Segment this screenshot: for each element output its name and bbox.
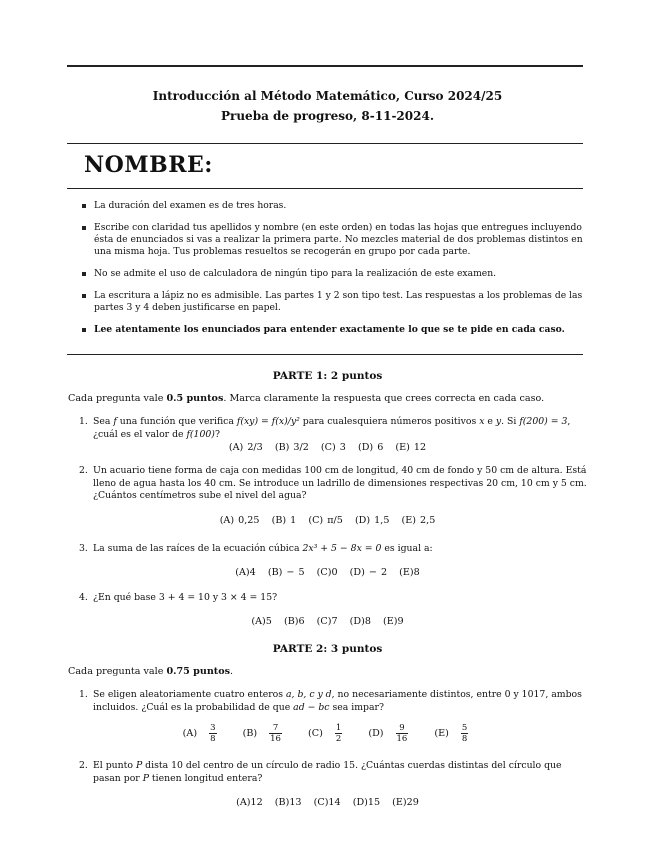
question: 3. La suma de las raíces de la ecuación cúbica 2x³ + 5 − 8x = 0 es igual a:	[79, 543, 433, 554]
instruction-item: No se admite el uso de calculadora de ningún tipo para la realización de este examen.	[82, 268, 587, 280]
option[interactable]: (D)15	[352, 797, 381, 808]
instruction-item: Escribe con claridad tus apellidos y nombre (en este orden) en todas las hojas que entregues incluyendo ésta de enunciados si vas a realizar la primera parte. No mezcles material de dos problemas distintos en una misma hoja. Tus problemas resueltos se recogerán en grupo por cada parte.	[82, 222, 587, 259]
instruction-item: Lee atentamente los enunciados para entender exactamente lo que se te pide en cada caso.	[82, 324, 587, 336]
section-rule	[67, 354, 583, 355]
question: 2. El punto P dista 10 del centro de un círculo de radio 15. ¿Cuántas cuerdas distintas del círculo que pasan por P tienen longitud entera?	[79, 760, 562, 784]
part2-intro: Cada pregunta vale 0.75 puntos.	[68, 666, 234, 677]
option[interactable]: (A)12	[236, 797, 263, 808]
option[interactable]: (B) $\frac{7}{16}$	[242, 723, 281, 744]
option[interactable]: (C)0	[316, 567, 338, 578]
test-title: Prueba de progreso, 8-11-2024.	[220, 109, 435, 123]
option[interactable]: (D) 6	[357, 442, 384, 453]
option[interactable]: (B)6	[283, 616, 305, 627]
question: 4. ¿En qué base 3 + 4 = 10 y 3 × 4 = 15?	[79, 592, 278, 603]
answer-options	[0, 567, 655, 578]
option[interactable]: (B)13	[274, 797, 302, 808]
header-rule	[67, 143, 583, 144]
option[interactable]: (E)29	[392, 797, 419, 808]
option[interactable]: (E) $\frac{5}{8}$	[434, 723, 468, 744]
option[interactable]: (A)4	[235, 567, 256, 578]
answer-options	[0, 515, 655, 526]
question: 2. Un acuario tiene forma de caja con medidas 100 cm de longitud, 40 cm de fondo y 50 cm de altura. Está lleno de agua hasta los 40 cm. Se introduce un ladrillo de dimensiones respectivas 20 cm, 10 cm y 5 cm. ¿Cuántos centímetros sube el nivel del agua?	[79, 465, 587, 502]
option[interactable]: (D)8	[349, 616, 371, 627]
answer-options	[0, 616, 655, 627]
option[interactable]: (C)7	[316, 616, 338, 627]
name-label: NOMBRE:	[84, 152, 213, 178]
option[interactable]: (B) − 5	[267, 567, 305, 578]
name-rule	[67, 188, 583, 189]
option[interactable]: (E) 2,5	[401, 515, 436, 526]
option[interactable]: (D) $\frac{9}{16}$	[368, 723, 408, 744]
option[interactable]: (C) $\frac{1}{2}$	[308, 723, 342, 744]
part1-intro: Cada pregunta vale 0.5 puntos. Marca claramente la respuesta que crees correcta en cada caso.	[68, 393, 545, 404]
answer-options	[0, 797, 655, 808]
option[interactable]: (A) 0,25	[219, 515, 260, 526]
option[interactable]: (E)9	[383, 616, 404, 627]
answer-options	[0, 723, 655, 744]
question: 1. Sea f una función que verifica f(xy) = f(x)/y² para cualesquiera números positivos x e y. Si f(200) = 3, ¿cuál es el valor de f(100)?	[79, 416, 571, 440]
course-title: Introducción al Método Matemático, Curso 2024/25	[152, 89, 503, 103]
option[interactable]: (A) 2/3	[228, 442, 263, 453]
option[interactable]: (A) $\frac{3}{8}$	[182, 723, 216, 744]
option[interactable]: (B) 1	[271, 515, 297, 526]
option[interactable]: (D) − 2	[349, 567, 388, 578]
option[interactable]: (E)8	[399, 567, 420, 578]
top-rule	[67, 65, 583, 67]
option[interactable]: (E) 12	[395, 442, 427, 453]
instruction-item: La escritura a lápiz no es admisible. Las partes 1 y 2 son tipo test. Las respuestas a los problemas de las partes 3 y 4 deben justificarse en papel.	[82, 290, 587, 314]
instruction-item: La duración del examen es de tres horas.	[82, 200, 587, 212]
option[interactable]: (D) 1,5	[354, 515, 390, 526]
part2-title: PARTE 2: 3 puntos	[272, 643, 383, 655]
option[interactable]: (A)5	[251, 616, 272, 627]
part1-title: PARTE 1: 2 puntos	[272, 370, 383, 382]
answer-options	[0, 442, 655, 453]
option[interactable]: (C)14	[313, 797, 341, 808]
option[interactable]: (B) 3/2	[274, 442, 309, 453]
option[interactable]: (C) π/5	[308, 515, 343, 526]
option[interactable]: (C) 3	[320, 442, 346, 453]
question: 1. Se eligen aleatoriamente cuatro enteros a, b, c y d, no necesariamente distintos, entre 0 y 1017, ambos incluidos. ¿Cuál es la probabilidad de que ad − bc sea impar?	[79, 689, 582, 713]
